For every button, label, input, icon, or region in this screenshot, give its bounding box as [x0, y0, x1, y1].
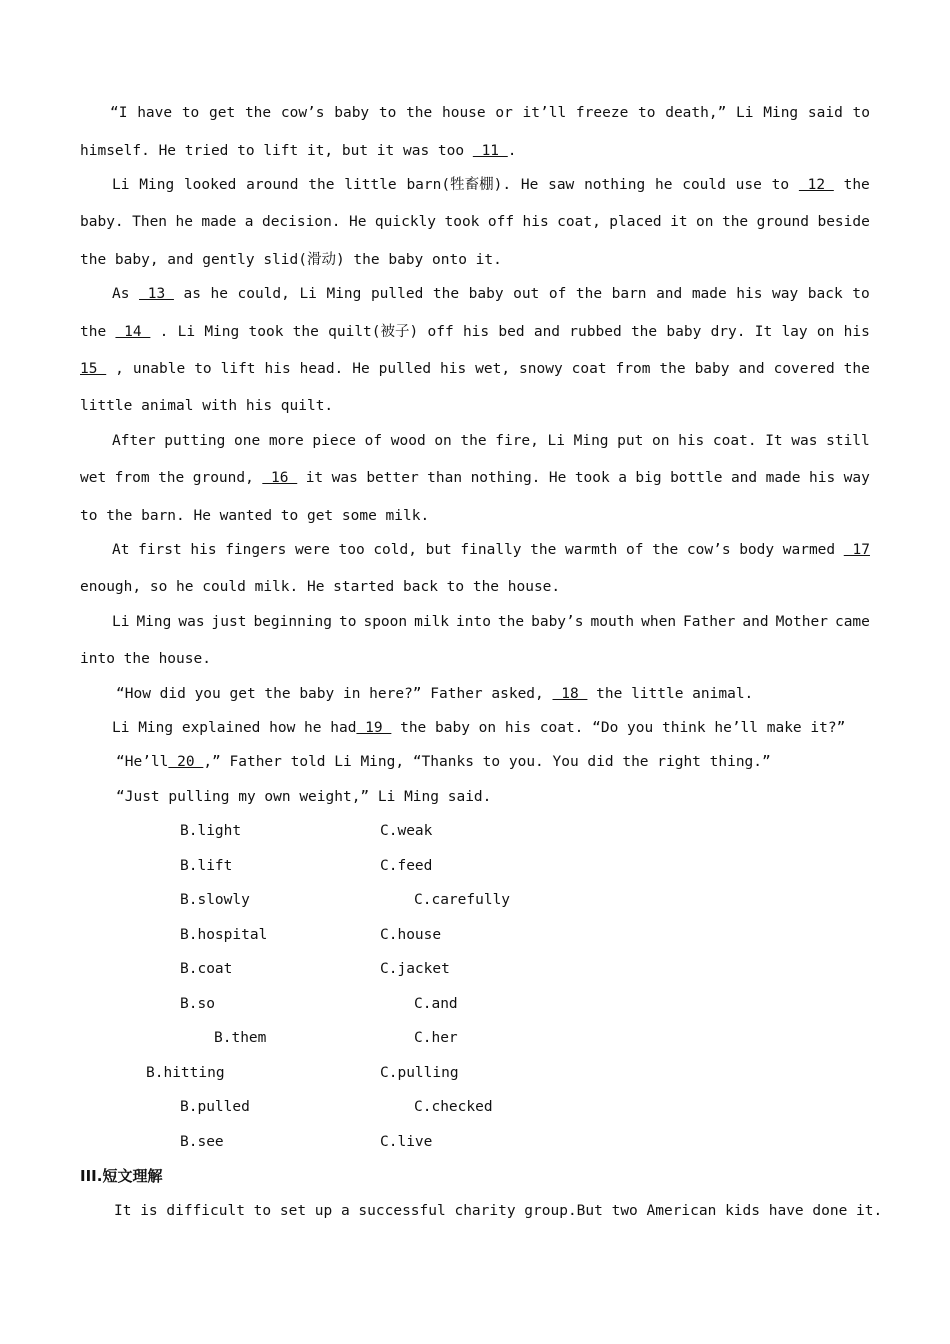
word: Ming	[763, 105, 799, 121]
word: the	[432, 286, 460, 302]
word: baby’s	[531, 614, 584, 630]
word: one	[234, 433, 261, 449]
word: around	[246, 177, 299, 193]
word: were	[294, 542, 330, 558]
word: to	[181, 105, 200, 121]
word: little	[344, 177, 397, 193]
option-c: C.pulling	[380, 1065, 459, 1081]
blank-13: 13	[139, 286, 174, 302]
justified-line	[80, 431, 870, 451]
word: his	[462, 324, 490, 340]
word: snowy	[519, 361, 563, 377]
word: back	[807, 286, 843, 302]
word: as	[183, 286, 201, 302]
word: He	[520, 177, 539, 193]
word: cow’s	[686, 542, 731, 558]
text-line: Li Ming explained how he had 19 the baby on his coat. “Do you think he’ll make it?”	[112, 720, 846, 736]
word: baby	[334, 105, 370, 121]
word: warmth	[564, 542, 618, 558]
justified-line	[80, 612, 870, 632]
word: baby	[666, 324, 702, 340]
word: and	[742, 614, 769, 630]
word: quilt(被子)	[328, 324, 419, 340]
word: Father	[683, 614, 736, 630]
word: it	[670, 214, 688, 230]
word: he	[210, 286, 228, 302]
word: Mother	[775, 614, 828, 630]
word: the	[530, 542, 557, 558]
word: .	[159, 324, 169, 340]
word: wood	[390, 433, 426, 449]
word: wet	[80, 470, 107, 486]
word: out	[513, 286, 540, 302]
word: lift	[220, 361, 256, 377]
word: cow’s	[280, 105, 325, 121]
word: the	[158, 470, 185, 486]
word: Li	[177, 324, 196, 340]
word: quickly	[374, 214, 437, 230]
word: to	[378, 105, 397, 121]
word: It	[765, 433, 783, 449]
word: body	[739, 542, 775, 558]
word: placed	[609, 214, 662, 230]
word: He	[349, 214, 367, 230]
blank-17: 17	[843, 542, 870, 558]
word: coat.	[712, 433, 757, 449]
word: took	[444, 214, 480, 230]
word: Ming	[136, 614, 172, 630]
text-line: “Just pulling my own weight,” Li Ming said.	[116, 789, 492, 805]
justified-line	[80, 468, 870, 488]
word: death,”	[665, 105, 727, 121]
word: the	[292, 324, 319, 340]
justified-line	[80, 540, 870, 560]
word: saw	[548, 177, 575, 193]
blank-16: 16	[262, 470, 298, 486]
word: made	[691, 286, 727, 302]
word: Ming	[573, 433, 609, 449]
word: made	[201, 214, 237, 230]
word: on	[816, 324, 835, 340]
word: he	[175, 214, 193, 230]
blank-18: 18	[552, 686, 588, 702]
word: have	[137, 105, 173, 121]
word: finally	[460, 542, 522, 558]
word: too	[338, 542, 365, 558]
word: could,	[237, 286, 290, 302]
word: just	[211, 614, 247, 630]
word: As	[112, 286, 130, 302]
word: rubbed	[569, 324, 622, 340]
word: bottle	[670, 470, 723, 486]
word: piece	[312, 433, 357, 449]
option-c: C.checked	[414, 1099, 493, 1115]
word: nothing.	[470, 470, 541, 486]
word: from	[114, 470, 150, 486]
word: the	[575, 286, 603, 302]
word: “I	[110, 105, 128, 121]
word: of	[364, 433, 383, 449]
word: covered	[773, 361, 835, 377]
word: of	[626, 542, 644, 558]
option-c: C.carefully	[414, 892, 511, 908]
option-b: B.hospital	[180, 927, 268, 943]
word: it	[305, 470, 324, 486]
word: He	[352, 361, 370, 377]
option-b: B.slowly	[180, 892, 250, 908]
word: Ming	[326, 286, 362, 302]
word: his	[736, 286, 763, 302]
word: Li	[547, 433, 565, 449]
word: house	[441, 105, 486, 121]
justified-line	[80, 284, 870, 304]
word: when	[641, 614, 677, 630]
word: his	[522, 214, 549, 230]
word: first	[138, 542, 182, 558]
word: to	[194, 361, 212, 377]
word: spoon	[363, 614, 408, 630]
text-line: to the barn. He wanted to get some milk.	[80, 508, 430, 524]
word: of	[548, 286, 567, 302]
word: the	[659, 361, 686, 377]
word: on	[651, 433, 670, 449]
word: from	[615, 361, 651, 377]
word: He	[548, 470, 567, 486]
word: nothing	[584, 177, 646, 193]
word: took	[574, 470, 610, 486]
word: At	[112, 542, 130, 558]
blank-20: 20	[168, 754, 204, 770]
word: his	[678, 433, 705, 449]
word: barn	[611, 286, 647, 302]
word: Li	[112, 177, 130, 193]
option-c: C.live	[380, 1134, 433, 1150]
word: baby	[694, 361, 730, 377]
word: the	[460, 433, 487, 449]
word: looked	[183, 177, 237, 193]
word: into	[456, 614, 491, 630]
option-b: B.see	[180, 1134, 224, 1150]
text-line: the baby, and gently slid(滑动) the baby onto it.	[80, 252, 502, 268]
word: fingers	[225, 542, 287, 558]
justified-line	[80, 322, 870, 342]
word: ground,	[192, 470, 254, 486]
word: cold,	[373, 542, 417, 558]
word: off	[427, 324, 454, 340]
word: put	[617, 433, 644, 449]
text-line: enough, so he could milk. He started back to the house.	[80, 579, 561, 595]
word: the	[406, 105, 433, 121]
word: coat,	[557, 214, 601, 230]
word: his	[264, 361, 291, 377]
word: it’ll	[522, 105, 567, 121]
word: a	[244, 214, 254, 230]
justified-line	[80, 212, 870, 232]
word: or	[495, 105, 513, 121]
text-line: himself. He tried to lift it, but it was too 11 .	[80, 143, 517, 159]
word: his	[190, 542, 217, 558]
word: wet,	[475, 361, 511, 377]
word: the	[630, 324, 658, 340]
word: his	[843, 324, 870, 340]
word: pulled	[370, 286, 424, 302]
word: beside	[817, 214, 870, 230]
word: big	[635, 470, 662, 486]
word: get	[209, 105, 236, 121]
word: It	[754, 324, 773, 340]
word: off	[487, 214, 515, 230]
word: took	[248, 324, 284, 340]
option-b: B.pulled	[180, 1099, 250, 1115]
word: the	[843, 177, 870, 193]
option-b: B.hitting	[146, 1065, 225, 1081]
text-line: “He’ll 20 ,” Father told Li Ming, “Thanks to you. You did the right thing.”	[116, 754, 771, 770]
justified-line	[80, 103, 870, 123]
word: Li	[112, 614, 130, 630]
word: ground	[756, 214, 810, 230]
section-heading: III.短文理解	[80, 1167, 163, 1185]
word: was	[791, 433, 818, 449]
word: bed	[498, 324, 525, 340]
option-b: B.coat	[180, 961, 233, 977]
word: better	[366, 470, 419, 486]
word: Ming	[139, 177, 175, 193]
word: the	[244, 105, 272, 121]
word: coat	[571, 361, 607, 377]
word: and	[738, 361, 765, 377]
justified-line	[80, 175, 870, 195]
word: baby	[468, 286, 504, 302]
text-line: into the house.	[80, 651, 211, 667]
option-b: B.so	[180, 996, 215, 1012]
word: and	[656, 286, 683, 302]
word: was	[331, 470, 358, 486]
word: made	[765, 470, 801, 486]
blank-11: 11	[472, 143, 508, 159]
word: use	[735, 177, 762, 193]
word: lay	[781, 324, 808, 340]
word: unable	[132, 361, 186, 377]
word: warmed	[782, 542, 836, 558]
word: After	[112, 433, 156, 449]
word: a	[618, 470, 627, 486]
blank-12: 12	[798, 177, 834, 193]
word: Then	[132, 214, 168, 230]
word: ,	[115, 361, 124, 377]
option-c: C.feed	[380, 858, 433, 874]
word: but	[425, 542, 452, 558]
option-c: C.jacket	[380, 961, 450, 977]
justified-line	[80, 359, 870, 379]
option-c: C.house	[380, 927, 442, 943]
word: still	[826, 433, 870, 449]
word: to	[852, 105, 870, 121]
text-line: little animal with his quilt.	[80, 398, 334, 414]
word: to	[339, 614, 357, 630]
word: was	[178, 614, 205, 630]
word: the	[721, 214, 749, 230]
option-b: B.light	[180, 823, 242, 839]
word: the	[308, 177, 335, 193]
word: decision.	[261, 214, 341, 230]
word: baby.	[80, 214, 124, 230]
option-c: C.her	[414, 1030, 458, 1046]
word: than	[427, 470, 463, 486]
word: way	[843, 470, 870, 486]
word: more	[268, 433, 304, 449]
word: said	[807, 105, 843, 121]
word: the	[652, 542, 679, 558]
word: on	[696, 214, 714, 230]
option-b: B.lift	[180, 858, 233, 874]
word: beginning	[253, 614, 333, 630]
word: his	[809, 470, 836, 486]
word: barn(牲畜棚).	[406, 177, 512, 193]
blank-14: 14	[115, 324, 151, 340]
word: Ming	[204, 324, 240, 340]
word: to	[771, 177, 790, 193]
word: milk	[414, 614, 450, 630]
word: the	[80, 324, 107, 340]
text-line: “How did you get the baby in here?” Father asked, 18 the little animal.	[116, 686, 754, 702]
word: and	[730, 470, 758, 486]
word: and	[533, 324, 561, 340]
word: way	[772, 286, 799, 302]
word: to	[638, 105, 656, 121]
word: dry.	[710, 324, 746, 340]
word: pulled	[378, 361, 432, 377]
word: could	[682, 177, 726, 193]
word: came	[834, 614, 870, 630]
option-c: C.weak	[380, 823, 433, 839]
word: he	[654, 177, 673, 193]
word: fire,	[495, 433, 539, 449]
word: putting	[164, 433, 226, 449]
blank-15: 15	[80, 361, 107, 377]
word: freeze	[575, 105, 629, 121]
word: mouth	[590, 614, 635, 630]
blank-19: 19	[356, 720, 392, 736]
word: his	[440, 361, 467, 377]
word: to	[852, 286, 870, 302]
word: on	[434, 433, 452, 449]
word: Li	[299, 286, 317, 302]
word: the	[843, 361, 870, 377]
word: Li	[736, 105, 754, 121]
word: the	[497, 614, 525, 630]
word: head.	[299, 361, 344, 377]
text-line: It is difficult to set up a successful charity group.But two American kids have done it.	[114, 1203, 883, 1219]
option-c: C.and	[414, 996, 458, 1012]
option-b: B.them	[214, 1030, 267, 1046]
